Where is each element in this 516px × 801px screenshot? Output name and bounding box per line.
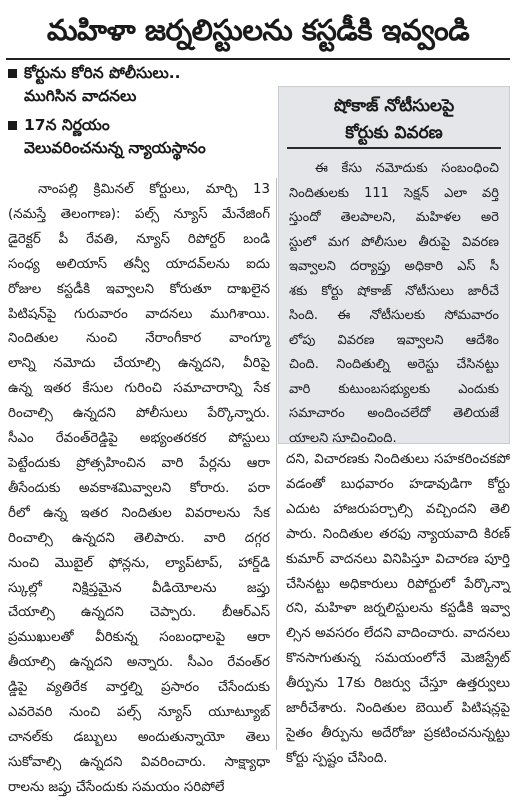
text-line: నాంపల్లి క్రిమినల్ కోర్టులు, మార్చి 13 bbox=[38, 182, 270, 197]
sidebar-box-title-line: షోకాజ్ నోటీసులపై bbox=[333, 96, 455, 116]
text-line: సుకోవాల్సి ఉన్నదని వివరించారు. సాక్ష్యాధా bbox=[8, 754, 270, 770]
text-line: నిందితులకు 111 సెక్షన్ ఎలా వర్తి bbox=[289, 185, 499, 201]
text-line: వడంతో బుధవారం హడావుడిగా కోర్టు bbox=[286, 476, 510, 492]
sidebar-box-body bbox=[279, 149, 509, 451]
text-line: చేయాల్సి ఉన్నదని చెప్పారు. బీఆర్‌ఎస్ bbox=[8, 605, 270, 621]
text-line: పిటిషన్‌పై గురువారం వాదనలు ముగిశాయి. bbox=[8, 306, 270, 322]
text-line: పెట్టేందుకు ప్రోత్సహించిన వారి పేర్లను ఆరా bbox=[8, 455, 270, 471]
text-line: సమాచారం అందించలేదో తెలియజే bbox=[289, 406, 499, 421]
kicker-item bbox=[6, 137, 268, 160]
text-line: ఉన్న ఇతర కేసుల గురించి సమాచారాన్ని సేక bbox=[8, 381, 270, 397]
text-line: ల్సిన అవసరం లేదని వాదించారు. వాదనలు bbox=[286, 626, 510, 642]
headline-rule bbox=[6, 58, 510, 60]
text-line: ఎదుట హాజరుపర్చాల్సి వచ్చిందని తెలి bbox=[286, 501, 510, 517]
text-line: రీలో ఉన్న ఇతర నిందితుల వివరాలను సేక bbox=[8, 505, 270, 521]
text-line: ఇవ్వాలని దర్యాప్తు అధికారి ఎస్ సీ bbox=[289, 259, 499, 274]
text-line: తీర్పును 17కు రిజర్వు చేస్తూ ఉత్తర్వులు bbox=[286, 676, 510, 692]
kicker-item bbox=[6, 62, 268, 85]
kicker-list bbox=[6, 62, 268, 160]
text-line: స్కుల్లో నిక్షిప్తమైన వీడియోలను జప్తు bbox=[8, 580, 270, 596]
text-line: రని, మహిళా జర్నలిస్టులను కస్టడీకి ఇవ్వా bbox=[286, 601, 510, 617]
text-line: రోజుల కస్టడీకి ఇవ్వాలని కోరుతూ దాఖలైన bbox=[8, 281, 270, 297]
text-line: రించాల్సి ఉన్నదని తెలిపారు. వారి దగ్గర bbox=[8, 530, 270, 546]
square-bullet-icon bbox=[8, 121, 17, 130]
sidebar-box bbox=[278, 86, 510, 444]
kicker-text: కోర్టును కోరిన పోలీసులు.. bbox=[24, 64, 181, 82]
text-line: చింది. నిందితుల్ని అరెస్టు చేసినట్టు bbox=[289, 357, 499, 372]
text-line: లాన్ని నమోదు చేయాల్సి ఉన్నదని, వీరిపై bbox=[8, 356, 270, 372]
square-bullet-icon bbox=[8, 144, 17, 153]
text-line: తీయాల్సి ఉన్నదని అన్నారు. సీఎం రేవంత్‌ర bbox=[8, 655, 270, 671]
text-line: రాలను జప్తు చేసేందుకు సమయం సరిపోలే bbox=[8, 779, 225, 795]
text-line: నుంచి మొబైల్ ఫోన్లను, ల్యాప్‌టాప్, హార్డ్‌డి bbox=[8, 555, 270, 571]
text-line: సీఎం రేవంత్‌రెడ్డిపై అభ్యంతరకర పోస్టులు bbox=[8, 431, 270, 447]
text-line: సైతం తీర్పును అదేరోజు ప్రకటించనున్నట్టు bbox=[286, 725, 510, 741]
text-line: ఈ కేసు నమోదుకు సంబంధించి bbox=[315, 161, 499, 176]
text-line: యాలని సూచించింది. bbox=[289, 430, 397, 446]
text-line: డైరెక్టర్ పీ రేవతి, న్యూస్ రిపోర్టర్ బండి bbox=[8, 231, 270, 247]
square-bullet-icon bbox=[8, 92, 17, 101]
kicker-text: ముగిసిన వాదనలు bbox=[24, 87, 137, 105]
text-line: ప్రముఖులతో వీరికున్న సంబంధాలపై ఆరా bbox=[8, 630, 270, 646]
kicker-item bbox=[6, 114, 268, 137]
text-line: వారి కుటుంబసభ్యులకు ఎందుకు bbox=[289, 381, 499, 397]
column-divider bbox=[276, 178, 277, 750]
article-column-left bbox=[8, 178, 270, 801]
text-line: (నమస్తే తెలంగాణ): పల్స్ న్యూస్ మేనేజింగ్ bbox=[8, 206, 270, 222]
text-line: ఎవరెవరి నుంచి పల్స్ న్యూస్ యూట్యూబ్ bbox=[8, 705, 270, 721]
text-line: చేసినట్టు అధికారులు రిపోర్టులో పేర్కొన్నా bbox=[286, 576, 510, 592]
text-line: జారీచేశారు. నిందితుల బెయిల్ పిటిషన్లపై bbox=[286, 701, 510, 717]
sidebar-box-title bbox=[287, 93, 501, 149]
text-line: దని, విచారణకు నిందితులు సహకరించకపో bbox=[286, 452, 510, 467]
text-line: స్టులో మగ పోలీసుల తీరుపై వివరణ bbox=[289, 234, 499, 250]
text-line: చానల్‌కు డబ్బులు అందుతున్నాయో తెలు bbox=[8, 729, 270, 745]
text-line: కుమార్ వాదనలు వినిపిస్తూ విచారణ పూర్తి bbox=[286, 551, 510, 567]
article-column-right bbox=[286, 448, 510, 772]
text-line: డ్డిపై వ్యతిరేక వార్తల్ని ప్రసారం చేసేందుకు bbox=[8, 680, 270, 696]
kicker-text: 17న నిర్ణయం bbox=[24, 116, 110, 134]
text-line: సంధ్య అలియాస్ తన్వీ యాదవ్‌లను ఐదు bbox=[8, 256, 270, 272]
text-line: స్తుందో తెలపాలని, మహిళల అరె bbox=[289, 210, 499, 225]
square-bullet-icon bbox=[8, 69, 17, 78]
text-line: శకు కోర్టు షోకాజ్ నోటీసులు జారీచే bbox=[289, 283, 499, 299]
text-line: నిందితుల నుంచి నేరాంగీకార వాంగ్మూ bbox=[8, 331, 270, 347]
text-line: కోర్టు స్పష్టం చేసింది. bbox=[286, 750, 388, 766]
text-line: తీసేందుకు అవకాశమివ్వాలని కోరారు. పరా bbox=[8, 480, 270, 496]
sidebar-box-title-line: కోర్టుకు వివరణ bbox=[345, 123, 443, 143]
text-line: కొనసాగుతున్న సమయంలోనే మెజిస్ట్రేట్ bbox=[286, 651, 510, 667]
text-line: లోపు వివరణ ఇవ్వాలని ఆదేశిం bbox=[289, 332, 499, 348]
headline: మహిళా జర్నలిస్టులను కస్టడీకి ఇవ్వండి bbox=[46, 13, 470, 47]
text-line: సింది. ఈ నోటీసులకు సోమవారం bbox=[289, 308, 499, 323]
text-line: పారు. నిందితుల తరఫు న్యాయవాది కిరణ్ bbox=[286, 526, 510, 542]
text-line: రించాల్సి ఉన్నదని పోలీసులు పేర్కొన్నారు. bbox=[8, 406, 270, 422]
kicker-item bbox=[6, 85, 268, 108]
kicker-text: వెలువరించనున్న న్యాయస్థానం bbox=[24, 139, 206, 157]
